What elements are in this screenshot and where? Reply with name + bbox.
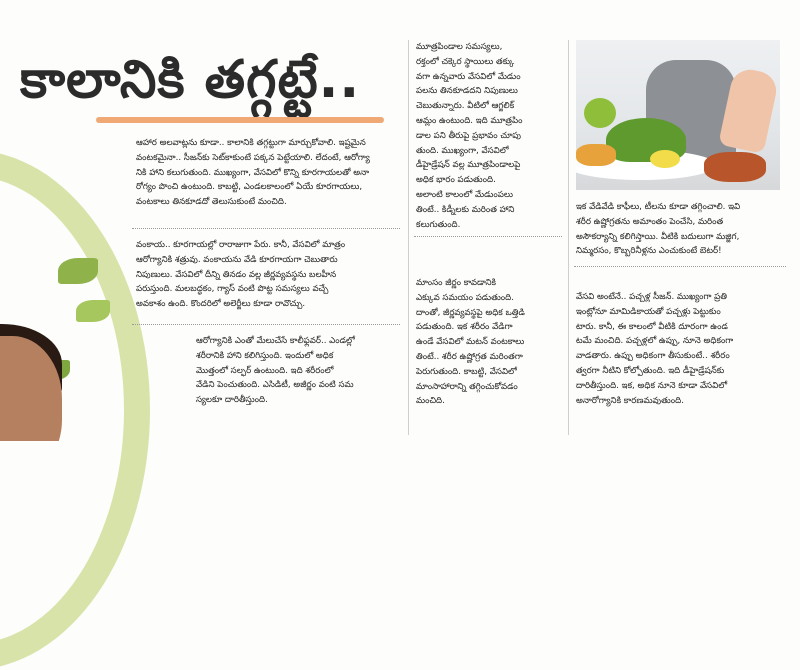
text-line: వేసవి అంటేనే.. పచ్చళ్ల సీజన్. ముఖ్యంగా ప్రతి bbox=[576, 292, 727, 302]
text-line: అవకాశం ఉంది. కొందరిలో అలెర్జీలు కూడా రావొచ్చు. bbox=[136, 299, 306, 310]
text-line: ఉండే వేసవిలో మటన్ వంటకాలు bbox=[416, 337, 525, 348]
text-line: మాంసం జీర్ణం కావడానికి bbox=[416, 278, 497, 288]
column-3-para-2 bbox=[576, 290, 786, 408]
text-line: పెరుగుతుంది. కాబట్టి, వేసవిలో bbox=[416, 366, 517, 377]
text-line: రోగ్యం పొంచి ఉంటుంది. కాబట్టి, ఎండలకాలంలో ఏయే కూరగాయలు, bbox=[136, 182, 363, 193]
text-line: ఎక్కువ సమయం పడుతుంది. bbox=[416, 292, 514, 303]
text-line: పలను తినకూడదని నిపుణులు bbox=[416, 86, 518, 97]
leaf-shape bbox=[76, 300, 110, 322]
column-rule bbox=[408, 40, 409, 435]
text-line: మూత్రపిండాల సమస్యలు, bbox=[416, 42, 503, 52]
text-line: కలుగుతుంది. bbox=[416, 219, 461, 230]
text-line: ఆరోగ్యానికి ఎంతో మేలుచేసే కాలీఫ్లవర్.. ఎండల్లో bbox=[196, 336, 355, 346]
text-line: టారు. కానీ, ఈ కాలంలో వీటికి దూరంగా ఉండ bbox=[576, 321, 728, 332]
text-line: టమే మంచిది. పచ్చళ్లలో ఉప్పు, నూనె అధికంగా bbox=[576, 336, 734, 347]
text-line: తుంది. ముఖ్యంగా, వేసవిలో bbox=[416, 145, 509, 156]
text-line: వంకాయ.. కూరగాయల్లో రారాజుగా పేరు. కానీ, వేసవిలో మాత్రం bbox=[136, 240, 346, 250]
text-line: వంటకాలు తినకూడదో తెలుసుకుంటే మంచిది. bbox=[136, 197, 287, 208]
text-line: మాంసాహారాన్ని తగ్గించుకోవడం bbox=[416, 381, 518, 392]
headline-underline bbox=[96, 117, 384, 123]
text-line: పరుస్తుంది. మలబద్ధకం, గ్యాస్ వంటి పొట్ట సమస్యలు వచ్చే bbox=[136, 284, 329, 295]
article-headline: కాలానికి తగ్గట్టే.. bbox=[20, 50, 361, 110]
text-line: వంటకమైనా.. సీజన్‌కు సెట్‌కాకుంటే పక్కన పెట్టేయాలి. లేదంటే, ఆరోగ్యా bbox=[136, 152, 370, 163]
text-line: దాంతో, జీర్ణవ్యవస్థపై అధిక ఒత్తిడి bbox=[416, 307, 525, 318]
leaf-shape bbox=[58, 258, 98, 284]
food-refusal-photo bbox=[576, 40, 780, 190]
text-line: ఇంట్లోనూ మామిడికాయతో పచ్చళ్లు పెట్టుకుం bbox=[576, 306, 721, 317]
text-line: ఆరోగ్యానికి శత్రువు. వంకాయను వేడి కూరగాయగా చెబుతారు bbox=[136, 254, 338, 265]
text-line: త్వరగా నీటిని కోల్పోతుంది. ఇది డీహైడ్రేషన్‌కు bbox=[576, 365, 725, 376]
text-line: వేడిని పెంచుతుంది. ఎసిడిటీ, అజీర్ణం వంటి సమ bbox=[196, 380, 354, 391]
text-line: పడుతుంది. ఇక శరీరం వేడిగా bbox=[416, 322, 513, 333]
apple bbox=[584, 98, 616, 128]
text-line: డాల పని తీరుపై ప్రభావం చూపు bbox=[416, 130, 521, 141]
text-line: రక్తంలో చక్కెర స్థాయిలు తక్కు bbox=[416, 56, 515, 67]
section-divider bbox=[414, 236, 562, 237]
text-line: తింటే.. కిడ్నీలకు మరింత హాని bbox=[416, 204, 515, 215]
text-line: అనారోగ్యానికి కారణమవుతుంది. bbox=[576, 395, 684, 406]
section-divider bbox=[132, 228, 400, 229]
lemon bbox=[650, 150, 680, 168]
bread bbox=[576, 144, 616, 166]
section-divider bbox=[132, 324, 400, 325]
column-rule bbox=[568, 40, 569, 435]
text-line: దారితీస్తుంది. ఇక, అధిక నూనె కూడా వేసవిలో bbox=[576, 380, 728, 391]
text-line: ఆహార అలవాట్లను కూడా.. కాలానికి తగ్గట్టుగా మార్చుకోవాలి. ఇష్టమైన bbox=[136, 138, 366, 148]
text-line: వాడతారు. ఉప్పు అధికంగా తీసుకుంటే.. శరీరం bbox=[576, 351, 730, 362]
text-line: తింటే.. శరీర ఉష్ణోగ్రత మరింతగా bbox=[416, 351, 523, 362]
text-line: అధిక భారం పడుతుంది. bbox=[416, 175, 496, 186]
text-line: అలాంటి కాలంలో మేడుంపలు bbox=[416, 189, 513, 200]
text-line: ఆమ్లం ఉంటుంది. ఇది మూత్రపిం bbox=[416, 115, 523, 126]
column-1-para-2 bbox=[136, 238, 402, 312]
text-line: చెబుతున్నారు. వీటిలో ఆగ్జలిక్ bbox=[416, 101, 515, 112]
text-line: ఇక వేడివేడి కాఫీలు, టీలను కూడా తగ్గించాలి. ఇవి bbox=[576, 202, 741, 212]
text-line: మంచిది. bbox=[416, 396, 445, 407]
column-1-para-1 bbox=[136, 136, 402, 210]
text-line: డీహైడ్రేషన్ వల్ల మూత్రపిండాలపై bbox=[416, 160, 521, 171]
section-divider bbox=[574, 266, 786, 267]
column-1-para-3 bbox=[196, 334, 402, 408]
roast-meat bbox=[704, 152, 766, 182]
text-line: నిమ్మరసం, కొబ్బరినీళ్లను ఎంచుకుంటే బెటర్! bbox=[576, 246, 722, 257]
column-2-para-1 bbox=[416, 40, 562, 232]
text-line: వగా ఉన్నవారు వేసవిలో మేడుం bbox=[416, 71, 521, 82]
text-line: నికి హాని కలుగుతుంది. ముఖ్యంగా, వేసవిలో కొన్ని కూరగాయలతో అనా bbox=[136, 167, 369, 178]
person-photo bbox=[0, 240, 120, 441]
text-line: నిపుణులు. వేసవిలో దీన్ని తినడం వల్ల జీర్ణవ్యవస్థను బలహీన bbox=[136, 269, 337, 280]
column-3-para-1 bbox=[576, 200, 786, 259]
text-line: శరీర ఉష్ణోగ్రతను అమాంతం పెంచేసి, మరింత bbox=[576, 216, 724, 227]
text-line: శరీరానికి హాని కలిగిస్తుంది. ఇందులో అధిక bbox=[196, 350, 334, 361]
text-line: అసౌకర్యాన్ని కలిగిస్తాయి. వీటికి బదులుగా మజ్జిగ, bbox=[576, 231, 740, 242]
text-line: మొత్తంలో సల్ఫర్ ఉంటుంది. ఇది శరీరంలో bbox=[196, 365, 334, 376]
column-2-para-2 bbox=[416, 276, 562, 409]
text-line: స్యలకూ దారితీస్తుంది. bbox=[196, 395, 268, 406]
